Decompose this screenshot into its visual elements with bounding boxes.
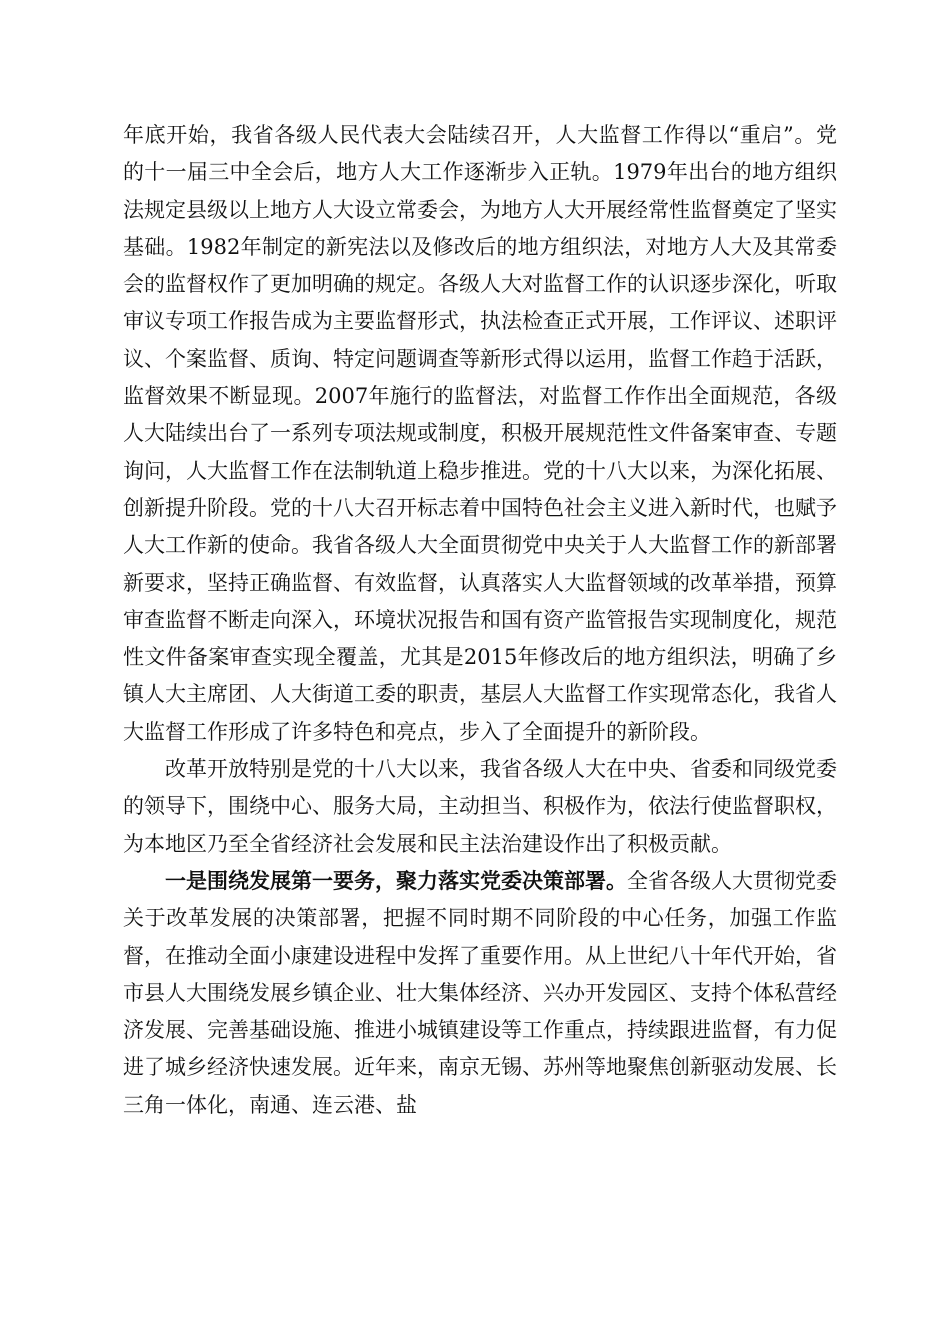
paragraph-3-text: 全省各级人大贯彻党委关于改革发展的决策部署，把握不同时期不同阶段的中心任务，加强工作监督，在推动全面小康建设进程中发挥了重要作用。从上世纪八十年代开始，省市县人大围绕发展乡镇企业、壮大集体经济、兴办开发园区、支持个体私营经济发展、完善基础设施、推进小城镇建设等工作重点，持续跟进监督，有力促进了城乡经济快速发展。近年来，南京无锡、苏州等地聚焦创新驱动发展、长三角一体化，南通、连云港、盐 xyxy=(123,868,837,1117)
paragraph-3-lead: 一是围绕发展第一要务，聚力落实党委决策部署。 xyxy=(165,868,627,893)
paragraph-3 xyxy=(123,863,837,1124)
paragraph-2-text: 改革开放特别是党的十八大以来，我省各级人大在中央、省委和同级党委的领导下，围绕中心、服务大局，主动担当、积极作为，依法行使监督职权，为本地区乃至全省经济社会发展和民主法治建设作出了积极贡献。 xyxy=(123,757,837,856)
document-page xyxy=(123,117,837,1124)
paragraph-1-text: 年底开始，我省各级人民代表大会陆续召开，人大监督工作得以“重启”。党的十一届三中全会后，地方人大工作逐渐步入正轨。1979年出台的地方组织法规定县级以上地方人大设立常委会，为地方人大开展经常性监督奠定了坚实基础。1982年制定的新宪法以及修改后的地方组织法，对地方人大及其常委会的监督权作了更加明确的规定。各级人大对监督工作的认识逐步深化，听取审议专项工作报告成为主要监督形式，执法检查正式开展，工作评议、述职评议、个案监督、质询、特定问题调查等新形式得以运用，监督工作趋于活跃，监督效果不断显现。2007年施行的监督法，对监督工作作出全面规范，各级人大陆续出台了一系列专项法规或制度，积极开展规范性文件备案审查、专题询问，人大监督工作在法制轨道上稳步推进。党的十八大以来，为深化拓展、创新提升阶段。党的十八大召开标志着中国特色社会主义进入新时代，也赋予人大工作新的使命。我省各级人大全面贯彻党中央关于人大监督工作的新部署新要求，坚持正确监督、有效监督，认真落实人大监督领域的改革举措，预算审查监督不断走向深入，环境状况报告和国有资产监管报告实现制度化，规范性文件备案审查实现全覆盖，尤其是2015年修改后的地方组织法，明确了乡镇人大主席团、人大街道工委的职责，基层人大监督工作实现常态化，我省人大监督工作形成了许多特色和亮点，步入了全面提升的新阶段。 xyxy=(123,123,837,744)
paragraph-1 xyxy=(123,117,837,751)
paragraph-2 xyxy=(123,751,837,863)
